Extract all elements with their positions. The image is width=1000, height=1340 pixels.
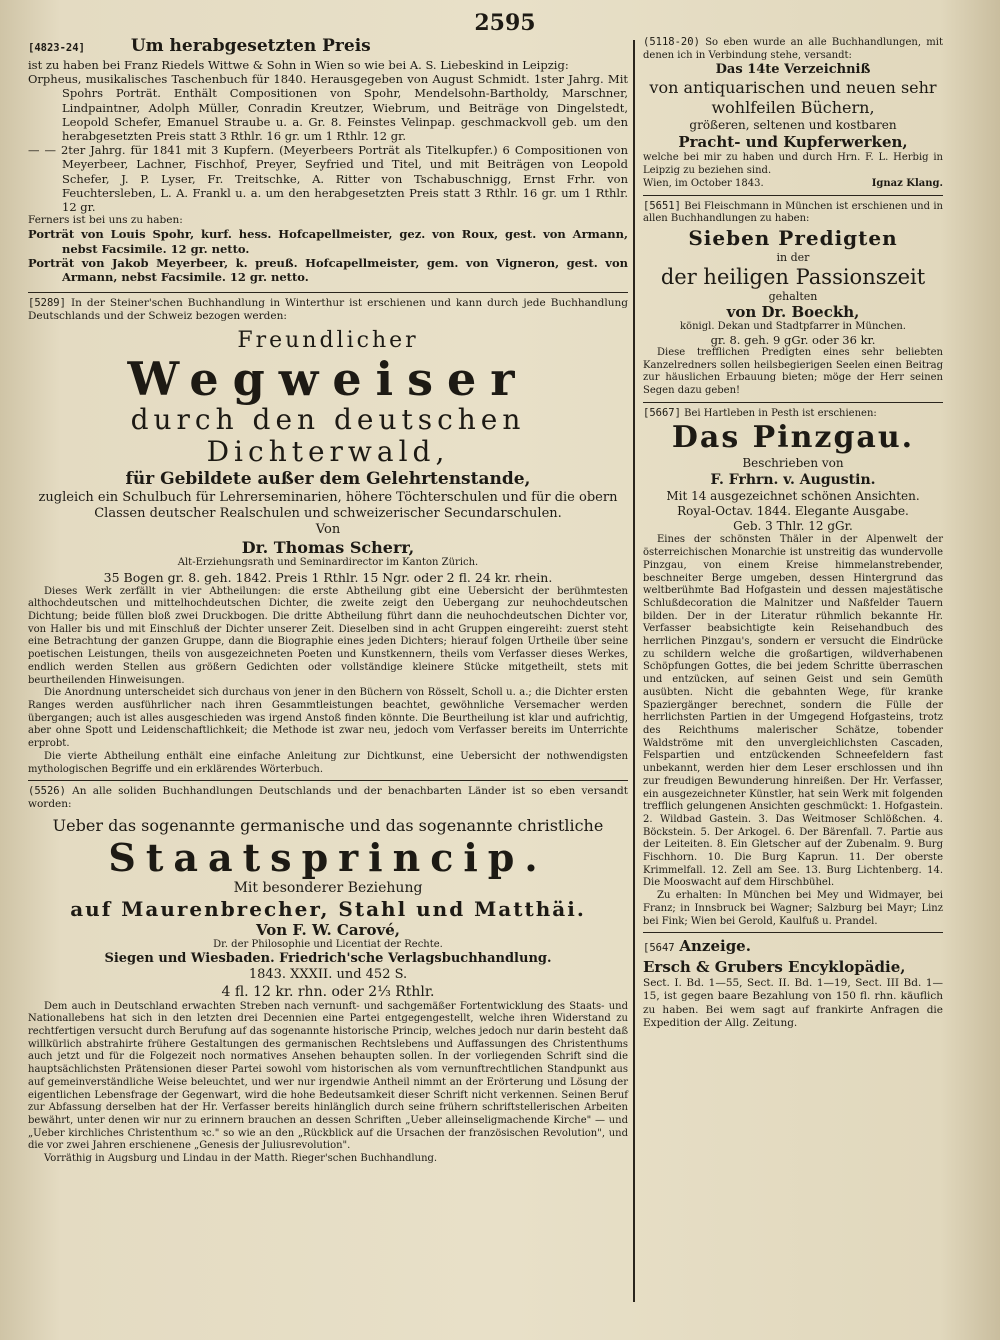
where-available: Zu erhalten: In München bei Mey und Widmayer, bei Franz; in Innsbruck bei Wagner; Salzburg bei Mayr; Linz bei Fink; Wien bei Gerold, Kaulfuß u. Prandel.	[643, 890, 943, 927]
ad-intro: Bei Hartleben in Pesth ist erschienen:	[684, 407, 877, 419]
right-column	[643, 36, 943, 1030]
ad-id: [5647	[643, 942, 675, 955]
subtitle: größeren, seltenen und kostbaren	[689, 118, 897, 133]
separator	[643, 402, 943, 403]
separator	[643, 932, 943, 933]
ad-id: (5526)	[28, 785, 66, 798]
ad-riedel	[28, 36, 628, 284]
title-main: Sieben Predigten	[688, 225, 898, 250]
subtitle: Mit besonderer Beziehung	[233, 879, 423, 896]
title-line: gehalten	[768, 289, 818, 303]
book-item: — — 2ter Jahrg. für 1841 mit 3 Kupfern. (Meyerbeers Porträt als Titelkupfer.) 6 Compositionen von Meyerbeer, Lachner, Fischhof, Preyer, Seyfried und Titel, und mit Beiträgen von Leopold Schefer, J. P. Lyser, Fr. Treitschke, A. Ritter von Tschabuschnigg, Ernst Frhr. von Feuchtersleben, L. A. Frankl u. a. um den herabgesetzten Preis statt 3 Rthlr. 16 gr. um 1 Rthlr. 12 gr.	[28, 143, 628, 215]
ad-steiner	[28, 297, 628, 776]
body-text: Diese trefflichen Predigten eines sehr beliebten Kanzelredners sollen heilsbegierigen Seelen einen Beitrag zur häuslichen Erbauung bieten; möge der Herr seinen Segen dazu geben!	[643, 346, 943, 397]
subtitle: Beschrieben von	[742, 456, 844, 471]
signature: Ignaz Klang.	[871, 177, 943, 189]
author-title: Dr. der Philosophie und Licentiat der Rechte.	[213, 938, 443, 950]
body-text: welche bei mir zu haben und durch Hrn. F. L. Herbig in Leipzig zu beziehen sind.	[643, 152, 943, 177]
title-line: Freundlicher	[237, 327, 419, 353]
body-text: Sect. I. Bd. 1—55, Sect. II. Bd. 1—19, Sect. III Bd. 1—15, ist gegen baare Bezahlung von 150 fl. rhn. käuflich zu haben. Bei wem sagt auf frankirte Anfragen die Expedition der Allg. Zeitung.	[643, 977, 943, 1029]
body-text: Eines der schönsten Thäler in der Alpenwelt der österreichischen Monarchie ist unstreitig das wundervolle Pinzgau, von einem Kreise himmelanstrebender, beschneiter Berge umgeben, dessen Hintergrund das weltberühmte Bad Hofgastein und dessen majestätische Schlußdecoration die Malnitzer und Naßfelder Tauern bilden. Der in der Literatur rühmlich bekannte Hr. Verfasser beabsichtigte kein Reisehandbuch des herrlichen Pinzgau's, sondern er versucht die Eindrücke zu schildern welche die großartigen, wildverhabenen Schöpfungen Gottes, die bei jedem Schritte überraschen und entzücken, auf seinen Geist und sein Gemüth ausübten. Nicht die gebahnten Wege, für kranke Spaziergänger berechnet, sondern die Fülle der herrlichsten Partien in der Umgegend Hofgasteins, trotz des Reichthums malerischer Schätze, tobender Waldströme mit den unvergleichlichsten Cascaden, Felspartien und entzückenden Schneefeldern fast unbekannt, werden hier dem Leser erschlossen und ihn zur freudigen Bewunderung hinreißen. Der Hr. Verfasser, ein ausgezeichneter Künstler, hat sein Werk mit folgenden trefflich gelungenen Ansichten geschmückt: 1. Hofgastein. 2. Wildbad Gastein. 3. Das Weitmoser Schlößchen. 4. Böckstein. 5. Der Arkogel. 6. Der Bärenfall. 7. Partie aus der Leiteiten. 8. Ein Gletscher auf der Zubenalm. 9. Burg Fischhorn. 10. Die Burg Kaprun. 11. Der oberste Krimmelfall. 12. Zell am See. 13. Burg Lichtenberg. 14. Die Mooswacht auf dem Hirschbühel.	[643, 534, 943, 889]
subtitle: Pracht- und Kupferwerken,	[678, 133, 908, 152]
body-text: Die Anordnung unterscheidet sich durchaus von jener in den Büchern von Rösselt, Scholl u. a.; die Dichter ersten Ranges werden ausführlicher nach ihren Gesammtleistungen beachtet, gewöhnliche Versemacher werden übergangen; auch ist alles ausgeschieden was irgend Anstoß finden könnte. Die Beurtheilung ist klar und aufrichtig, aber ohne Spott und Leidenschaftlichkeit; die Methode ist zwar neu, jedoch vom Verfasser bereits im Unterrichte erprobt.	[28, 687, 628, 750]
author: Von F. W. Carové,	[256, 920, 400, 939]
ad-heading: Anzeige.	[679, 937, 751, 956]
title-main: Staatsprincip.	[108, 834, 548, 880]
body-text: Dem auch in Deutschland erwachten Streben nach vernunft- und sachgemäßer Fortentwicklung des Staats- und Nationallebens hat sich in den letzten drei Decennien eine Partei entgegengestellt, welche ihren Widerstand zu rechtfertigen versucht durch Berufung auf das sogenannte historische Princip, welches jedoch nur darin besteht daß willkürlich abstrahirte frühere Gestaltungen des germanischen Rechtslebens und Auffassungen des Christenthums auch jetzt und für die Folgezeit noch normatives Ansehen behaupten sollen. In der vorliegenden Schrift sind die hauptsächlichsten Prätensionen dieser Partei sowohl vom historischen als vom vernunftrechtlichen Standpunkt aus auf gemeinverständliche Weise beleuchtet, und wer nur irgendwie Antheil nimmt an der Erörterung und Lösung der eigentlichen Lebensfrage der Gegenwart, wird die hohe Bedeutsamkeit dieser Schrift nicht verkennen. Seinen Beruf zur Abfassung derselben hat der Hr. Verfasser bereits hinlänglich durch seine frühern schriftstellerischen Arbeiten bewährt, unter denen wir nur zu erinnern brauchen an dessen Schriften „Ueber alleinseligmachende Kirche" — und „Ueber kirchliches Christenthum ꝛc." so wie an den „Rückblick auf die Ursachen der französischen Revolution", und die vor zwei Jahren erschienene „Genesis der Juliusrevolution".	[28, 1000, 628, 1152]
book-item: Orpheus, musikalisches Taschenbuch für 1840. Herausgegeben von August Schmidt. 1ster Jahrg. Mit Spohrs Porträt. Enthält Compositionen von Spohr, Mendelsohn-Bartholdy, Marschner, Lindpaintner, Adolph Müller, Conradin Kreutzer, Wiebrum, und Beiträge von Dingelstedt, Leopold Schefer, Emanuel Straube u. a. Gr. 8. Feinstes Velinpap. geschmackvoll geb. um den herabgesetzten Preis statt 3 Rthlr. 16 gr. um 1 Rthlr. 12 gr.	[28, 72, 628, 144]
author: F. Frhrn. v. Augustin.	[710, 472, 876, 489]
ad-note: Ferners ist bei uns zu haben:	[28, 214, 183, 227]
ad-carove	[28, 785, 628, 1166]
page-number: 2595	[474, 10, 536, 36]
ad-id: [4823-24]	[28, 42, 85, 54]
left-column	[28, 36, 628, 1166]
title-main: von antiquarischen und neuen sehr wohlfeilen Büchern,	[649, 78, 937, 118]
price: gr. 8. geh. 9 gGr. oder 36 kr.	[710, 332, 876, 347]
ad-klang	[643, 36, 943, 191]
body-text: Die vierte Abtheilung enthält eine einfache Anleitung zur Dichtkunst, eine Uebersicht der nothwendigsten mythologischen Begriffe und ein erklärendes Wörterbuch.	[28, 750, 628, 775]
author-title: königl. Dekan und Stadtpfarrer in München.	[680, 320, 906, 332]
pub-info: Royal-Octav. 1844. Elegante Ausgabe.	[677, 504, 909, 519]
column-divider	[633, 40, 635, 1302]
portrait-item: Porträt von Louis Spohr, kurf. hess. Hofcapellmeister, gez. von Roux, gest. von Armann, nebst Facsimile. 12 gr. netto.	[28, 227, 628, 256]
title-main: Ersch & Grubers Encyklopädie,	[643, 958, 906, 977]
title-line: Ueber das sogenannte germanische und das sogenannte christliche	[52, 815, 604, 835]
separator	[643, 195, 943, 196]
ad-id: (5118-20)	[643, 36, 700, 48]
ad-intro: An alle soliden Buchhandlungen Deutschlands und der benachbarten Länder ist so eben versandt worden:	[28, 785, 628, 811]
subtitle: für Gebildete außer dem Gelehrtenstande,	[125, 468, 531, 489]
ad-intro: In der Steiner'schen Buchhandlung in Winterthur ist erschienen und kann durch jede Buchhandlung Deutschlands und der Schweiz bezogen werden:	[28, 297, 628, 323]
price: 4 fl. 12 kr. rhn. oder 2⅓ Rthlr.	[221, 983, 435, 1000]
price: 35 Bogen gr. 8. geh. 1842. Preis 1 Rthlr. 15 Ngr. oder 2 fl. 24 kr. rhein.	[103, 569, 553, 585]
portrait-item: Porträt von Jakob Meyerbeer, k. preuß. Hofcapellmeister, gem. von Vigneron, gest. von Armann, nebst Facsimile. 12 gr. netto.	[28, 255, 628, 285]
separator	[28, 292, 628, 293]
by-label: Von	[315, 521, 341, 537]
publisher: Siegen und Wiesbaden. Friedrich'sche Verlagsbuchhandlung.	[104, 950, 552, 966]
title-line: in der	[776, 250, 810, 264]
ad-intro: So eben wurde an alle Buchhandlungen, mit denen ich in Verbindung stehe, versandt:	[643, 37, 943, 61]
body-text: Dieses Werk zerfällt in vier Abtheilungen: die erste Abtheilung gibt eine Uebersicht der berühmtesten althochdeutschen und mittelhochdeutschen Dichter, die zweite zeigt den Uebergang zur neuhochdeutschen Dichtung; beide füllen bloß zwei Druckbogen. Die dritte Abtheilung führt dann die neuhochdeutschen Dichter vor, von Haller bis und mit Einschluß der Dichter unserer Zeit. Dieselben sind in acht Gruppen eingereiht: zuerst steht eine Betrachtung der ganzen Gruppe, dann die Biographie eines jeden Dichters; hierauf folgen Urtheile über seine poetischen Leistungen, theils von ausgezeichneten Poeten und Kunstkennern, theils vom Verfasser dieses Werkes, endlich werden Stellen aus größern Gedichten oder vollständige kleinere Stücke mitgetheilt, stets mit beurtheilenden Hinweisungen.	[28, 585, 628, 686]
author: Dr. Thomas Scherr,	[241, 537, 415, 557]
ad-boeckh	[643, 200, 943, 398]
separator	[28, 780, 628, 781]
title-line: Das 14te Verzeichniß	[715, 62, 871, 78]
author: von Dr. Boeckh,	[726, 302, 860, 321]
subtitle: auf Maurenbrecher, Stahl und Matthäi.	[70, 896, 586, 921]
pub-info: 1843. XXXII. und 452 S.	[248, 966, 408, 982]
ad-intro: ist zu haben bei Franz Riedels Wittwe & Sohn in Wien so wie bei A. S. Liebeskind in Leipzig:	[28, 58, 569, 72]
ad-id: [5651]	[643, 199, 681, 212]
subtitle: zugleich ein Schulbuch für Lehrerseminarien, höhere Töchterschulen und für die obern Classen deutscher Realschulen und schweizerischer Secundarschulen.	[38, 489, 618, 521]
ad-pinzgau	[643, 407, 943, 929]
title-line: durch den deutschen Dichterwald,	[130, 402, 526, 468]
price: Geb. 3 Thlr. 12 gGr.	[733, 519, 853, 534]
ad-footer: Vorräthig in Augsburg und Lindau in der Matth. Rieger'schen Buchhandlung.	[44, 1153, 438, 1165]
ad-intro: Bei Fleischmann in München ist erschienen und in allen Buchhandlungen zu haben:	[643, 200, 943, 225]
place-date: Wien, im October 1843.	[643, 177, 764, 189]
title-main: der heiligen Passionszeit	[660, 264, 926, 289]
ad-id: [5667]	[643, 406, 681, 419]
author-title: Alt-Erziehungsrath und Seminardirector im Kanton Zürich.	[177, 556, 479, 568]
title-main: Wegweiser	[127, 351, 529, 406]
ad-ersch	[643, 937, 943, 1030]
ad-heading: Um herabgesetzten Preis	[130, 36, 371, 56]
ad-id: [5289]	[28, 297, 66, 310]
title-main: Das Pinzgau.	[671, 420, 915, 456]
subtitle: Mit 14 ausgezeichnet schönen Ansichten.	[666, 489, 920, 504]
